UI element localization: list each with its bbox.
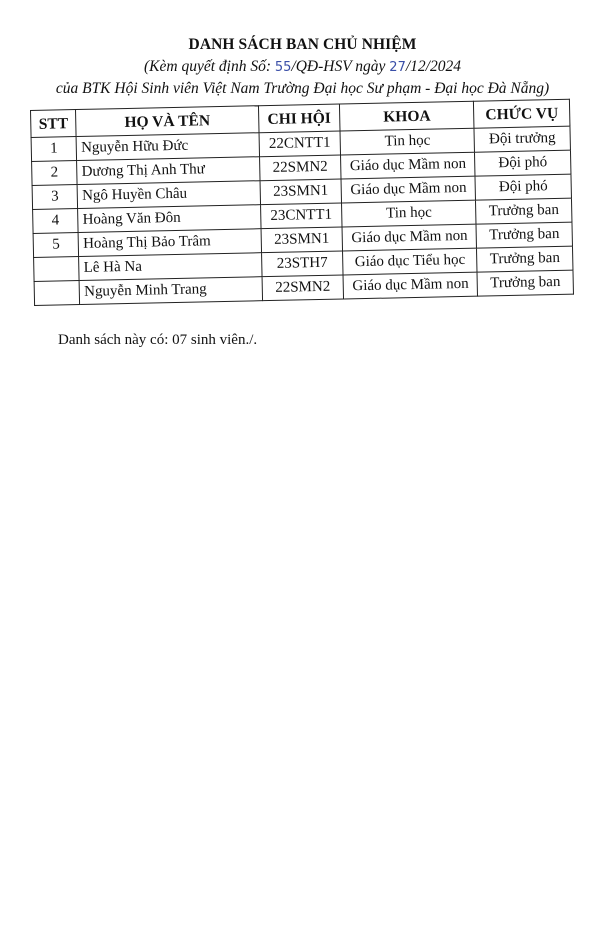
subtitle-middle: /QĐ-HSV ngày <box>291 58 390 75</box>
cell-name: Hoàng Thị Bảo Trâm <box>78 229 261 257</box>
cell-khoa: Giáo dục Mầm non <box>343 272 477 299</box>
header-khoa: KHOA <box>340 101 475 131</box>
cell-chi-hoi: 22CNTT1 <box>259 131 341 157</box>
decision-day: 27 <box>389 60 406 75</box>
header-chi-hoi: CHI HỘI <box>258 104 340 133</box>
cell-stt: 4 <box>33 209 79 234</box>
cell-stt: 5 <box>33 233 79 258</box>
cell-khoa: Tin học <box>340 128 474 155</box>
cell-chuc-vu: Trưởng ban <box>476 222 572 248</box>
member-count-note: Danh sách này có: 07 sinh viên./. <box>58 332 258 348</box>
document-subtitle-line2: của BTK Hội Sinh viên Việt Nam Trường Đại học Sư phạm - Đại học Đà Nẵng) <box>55 80 550 97</box>
cell-name: Nguyễn Hữu Đức <box>76 133 259 161</box>
cell-chi-hoi: 23STH7 <box>261 251 343 277</box>
cell-name: Ngô Huyền Châu <box>77 181 260 209</box>
document-title: DANH SÁCH BAN CHỦ NHIỆM <box>188 36 417 53</box>
cell-chuc-vu: Đội phó <box>475 150 571 176</box>
cell-chi-hoi: 22SMN2 <box>259 155 341 181</box>
decision-number: 55 <box>274 60 292 75</box>
cell-khoa: Giáo dục Mầm non <box>341 152 475 179</box>
cell-stt: 2 <box>32 161 78 186</box>
cell-khoa: Giáo dục Tiểu học <box>343 248 477 275</box>
header-chuc-vu: CHỨC VỤ <box>474 99 570 128</box>
cell-name: Lê Hà Na <box>79 253 262 281</box>
roster-table <box>30 99 574 306</box>
cell-chuc-vu: Đội trưởng <box>474 126 570 152</box>
subtitle-suffix: /12/2024 <box>405 58 461 75</box>
document-subtitle <box>0 58 605 76</box>
cell-stt <box>34 281 80 306</box>
cell-chi-hoi: 22SMN2 <box>262 275 344 301</box>
cell-khoa: Giáo dục Mầm non <box>341 176 475 203</box>
cell-chuc-vu: Trưởng ban <box>477 270 573 296</box>
cell-chuc-vu: Đội phó <box>475 174 571 200</box>
cell-stt: 1 <box>31 137 77 162</box>
cell-chi-hoi: 23CNTT1 <box>260 203 342 229</box>
subtitle-prefix: (Kèm quyết định Số: <box>144 58 275 75</box>
cell-chuc-vu: Trưởng ban <box>476 198 572 224</box>
cell-name: Nguyễn Minh Trang <box>79 277 262 305</box>
header-name: HỌ VÀ TÊN <box>76 106 259 137</box>
header-stt: STT <box>31 110 77 138</box>
cell-stt: 3 <box>32 185 78 210</box>
cell-khoa: Giáo dục Mầm non <box>342 224 476 251</box>
cell-name: Hoàng Văn Đôn <box>78 205 261 233</box>
cell-chi-hoi: 23SMN1 <box>260 179 342 205</box>
cell-khoa: Tin học <box>342 200 476 227</box>
cell-stt <box>34 257 80 282</box>
cell-chuc-vu: Trưởng ban <box>477 246 573 272</box>
cell-name: Dương Thị Anh Thư <box>77 157 260 185</box>
cell-chi-hoi: 23SMN1 <box>261 227 343 253</box>
